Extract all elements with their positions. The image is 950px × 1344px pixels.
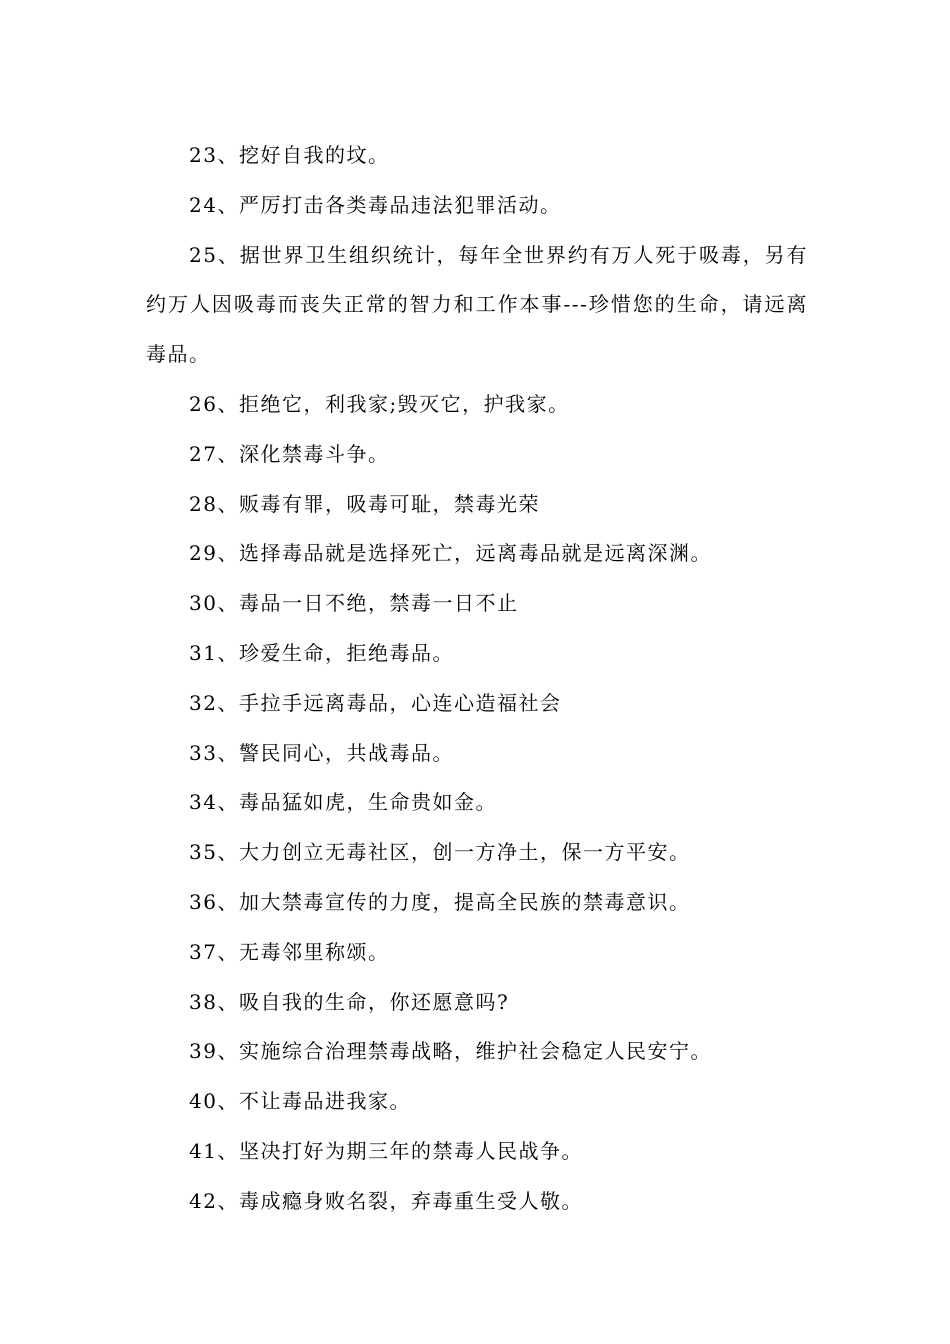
- list-item: 33、警民同心，共战毒品。: [189, 740, 454, 765]
- list-item: 31、珍爱生命，拒绝毒品。: [189, 640, 454, 665]
- list-item: 27、深化禁毒斗争。: [189, 441, 390, 466]
- list-item: 41、坚决打好为期三年的禁毒人民战争。: [189, 1138, 583, 1163]
- list-item: 30、毒品一日不绝，禁毒一日不止: [189, 591, 519, 616]
- slogan-list: [146, 131, 808, 1227]
- list-item: 25、据世界卫生组织统计，每年全世界约有万人死于吸毒，另有约万人因吸毒而丧失正常的智力和工作本事---珍惜您的生命，请远离毒品。: [146, 242, 808, 367]
- list-item: 37、无毒邻里称颂。: [189, 939, 390, 964]
- list-item: 23、挖好自我的坟。: [189, 143, 390, 167]
- list-item: 32、手拉手远离毒品，心连心造福社会: [189, 690, 562, 715]
- list-item: 34、毒品猛如虎，生命贵如金。: [189, 790, 497, 815]
- list-item: 38、吸自我的生命，你还愿意吗?: [189, 989, 510, 1014]
- list-item: 24、严厉打击各类毒品违法犯罪活动。: [189, 192, 562, 217]
- list-item: 40、不让毒品进我家。: [189, 1089, 411, 1114]
- list-item: 35、大力创立无毒社区，创一方净土，保一方平安。: [189, 840, 691, 865]
- list-item: 42、毒成瘾身败名裂，弃毒重生受人敬。: [189, 1188, 583, 1213]
- list-item: 29、选择毒品就是选择死亡，远离毒品就是远离深渊。: [189, 541, 712, 566]
- list-item: 28、贩毒有罪，吸毒可耻，禁毒光荣: [189, 491, 540, 516]
- list-item: 36、加大禁毒宣传的力度，提高全民族的禁毒意识。: [189, 889, 691, 914]
- list-item: 26、拒绝它，利我家;毁灭它，护我家。: [189, 391, 570, 416]
- list-item: 39、实施综合治理禁毒战略，维护社会稳定人民安宁。: [189, 1039, 712, 1064]
